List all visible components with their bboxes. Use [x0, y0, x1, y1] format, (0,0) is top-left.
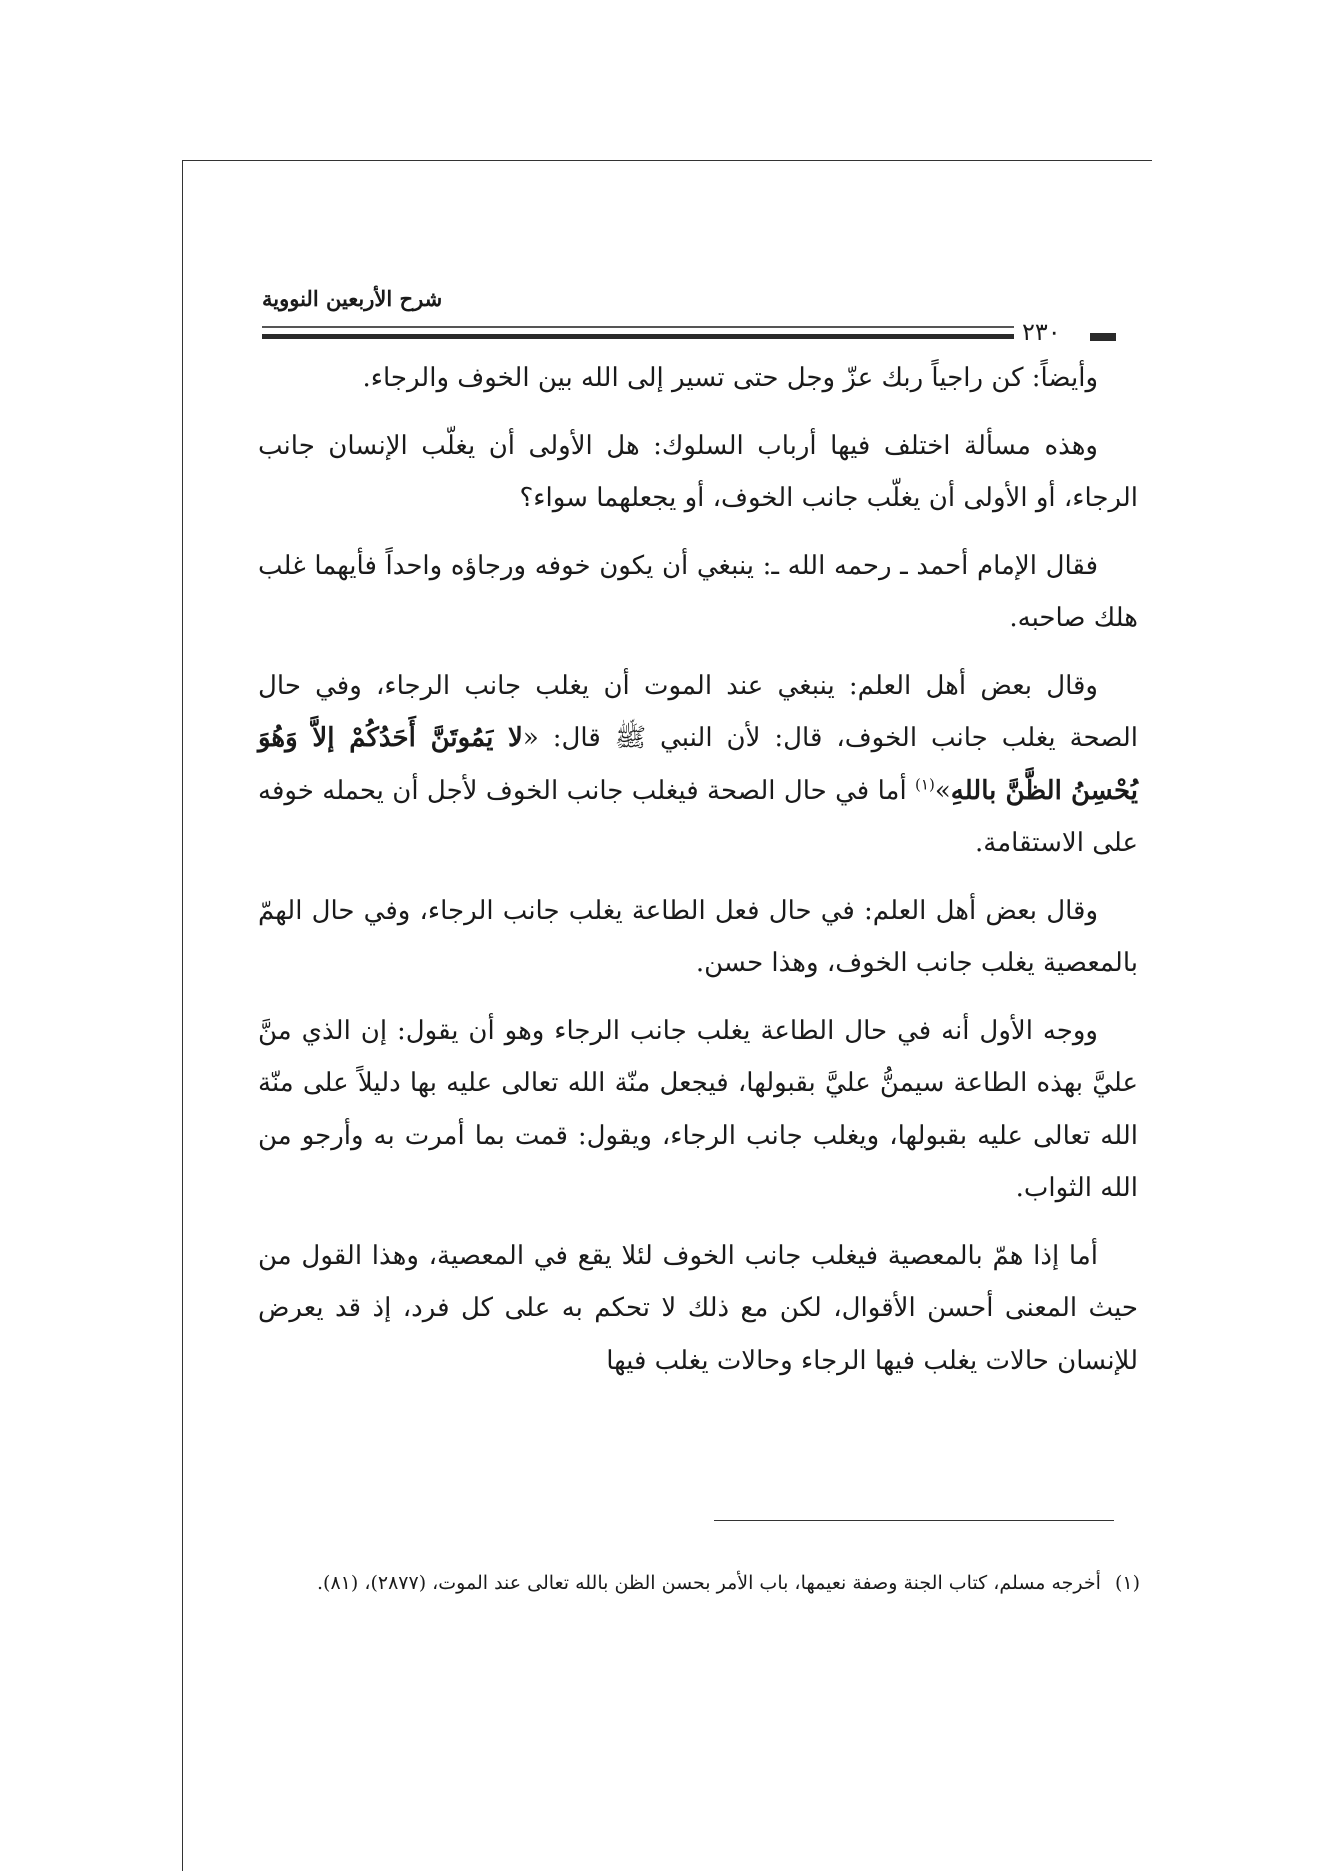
- paragraph-6: ووجه الأول أنه في حال الطاعة يغلب جانب الرجاء وهو أن يقول: إن الذي منَّ عليَّ بهذه الطاعة سيمنُّ عليَّ بقبولها، فيجعل منّة الله تعالى عليه بها دليلاً على منّة الله تعالى عليه بقبولها، ويغلب جانب الرجاء، ويقول: قمت بما أمرت به وأرجو من الله الثواب.: [258, 1015, 1138, 1203]
- page-frame-left: [182, 160, 183, 1871]
- footnote-reference[interactable]: (١): [915, 774, 935, 793]
- page-frame-top: [182, 160, 1152, 161]
- page-number: ٢٣٠: [1022, 318, 1061, 346]
- paragraph-4-tail: أما في حال الصحة فيغلب جانب الخوف لأجل أن يحمله خوفه على الاستقامة.: [258, 775, 1138, 858]
- header-rule: [262, 334, 1014, 339]
- quote-close: »: [934, 775, 951, 806]
- running-head-title: شرح الأربعين النووية: [262, 286, 443, 311]
- footnote-text: أخرجه مسلم، كتاب الجنة وصفة نعيمها، باب الأمر بحسن الظن بالله تعالى عند الموت، (٢٨٧٧)، (٨١).: [317, 1572, 1101, 1594]
- footnote-rule: [714, 1520, 1114, 1521]
- page-number-ornament: [1090, 333, 1116, 341]
- paragraph-2: وهذه مسألة اختلف فيها أرباب السلوك: هل الأولى أن يغلّب الإنسان جانب الرجاء، أو الأولى أن يغلّب جانب الخوف، أو يجعلهما سواء؟: [258, 430, 1138, 513]
- paragraph-3: فقال الإمام أحمد ـ رحمه الله ـ: ينبغي أن يكون خوفه ورجاؤه واحداً فأيهما غلب هلك صاحبه.: [258, 550, 1138, 633]
- paragraph-5: وقال بعض أهل العلم: في حال فعل الطاعة يغلب جانب الرجاء، وفي حال الهمّ بالمعصية يغلب جانب الخوف، وهذا حسن.: [258, 895, 1138, 978]
- footnote: [252, 1566, 1140, 1600]
- paragraph-7: أما إذا همّ بالمعصية فيغلب جانب الخوف لئلا يقع في المعصية، وهذا القول من حيث المعنى أحسن الأقوال، لكن مع ذلك لا تحكم به على كل فرد، إذ قد يعرض للإنسان حالات يغلب فيها الرجاء وحالات يغلب فيها: [258, 1240, 1138, 1376]
- hadith-quote: لا يَمُوتَنَّ أَحَدُكُمْ إلاَّ وَهُوَ يُحْسِنُ الظَّنَّ باللهِ: [258, 723, 1138, 806]
- main-text: [258, 352, 1138, 1402]
- paragraph-1: وأيضاً: كن راجياً ربك عزّ وجل حتى تسير إلى الله بين الخوف والرجاء.: [362, 363, 1098, 393]
- footnote-number: (١): [1114, 1572, 1140, 1594]
- header-rule-thin: [262, 326, 1014, 328]
- paragraph-4: [258, 660, 1138, 870]
- paragraph-4-lead: وقال بعض أهل العلم: ينبغي عند الموت أن يغلب جانب الرجاء، وفي حال الصحة يغلب جانب الخوف، قال: لأن النبي ﷺ قال: «: [258, 670, 1138, 753]
